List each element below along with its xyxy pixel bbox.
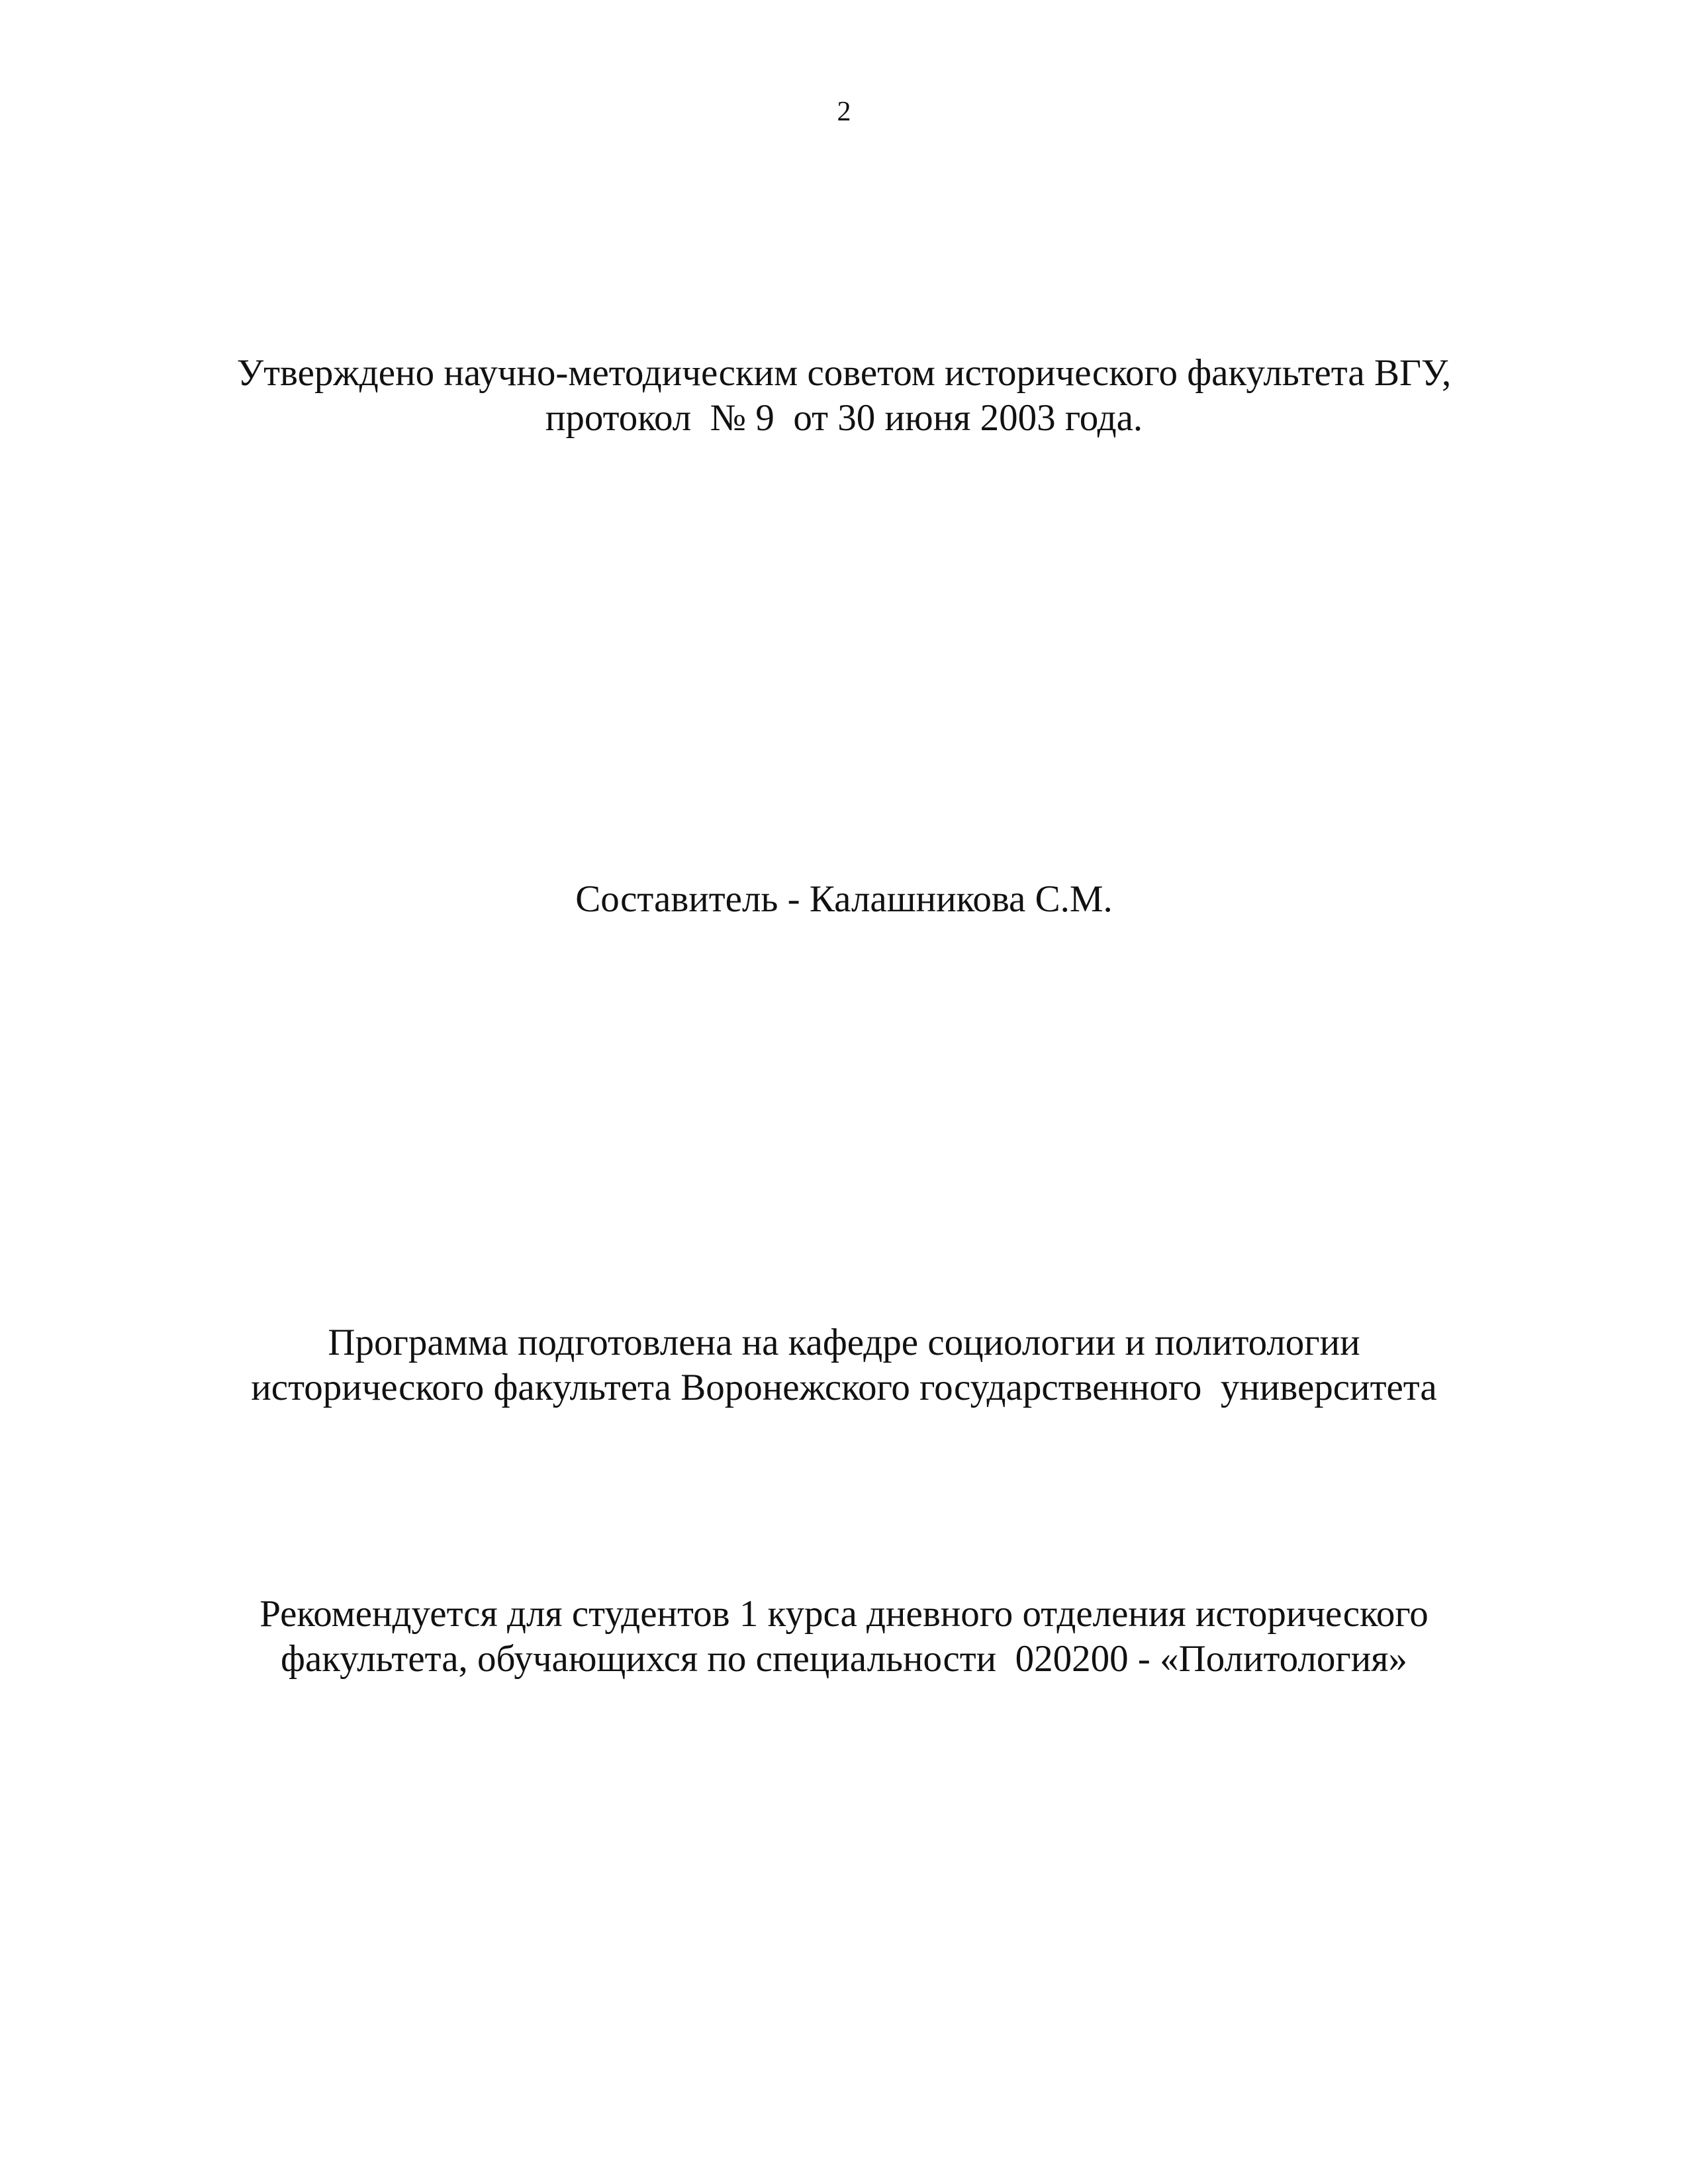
- recommendation-statement: [0, 1592, 1688, 1682]
- department-line-2: исторического факультета Воронежского государственного университета: [251, 1367, 1437, 1408]
- compiler-line: Составитель - Калашникова С.М.: [575, 878, 1113, 920]
- department-statement: [0, 1320, 1688, 1410]
- approval-statement: [0, 351, 1688, 441]
- approval-line-2: протокол № 9 от 30 июня 2003 года.: [545, 397, 1143, 439]
- page-number: 2: [837, 97, 851, 127]
- department-line-1: Программа подготовлена на кафедре социологии и политологии: [328, 1322, 1360, 1363]
- recommendation-line-1: Рекомендуется для студентов 1 курса дневного отделения исторического: [259, 1593, 1429, 1635]
- compiler-statement: [0, 877, 1688, 922]
- recommendation-line-2: факультета, обучающихся по специальности 020200 - «Политология»: [281, 1638, 1407, 1680]
- approval-line-1: Утверждено научно-методическим советом исторического факультета ВГУ,: [236, 352, 1452, 394]
